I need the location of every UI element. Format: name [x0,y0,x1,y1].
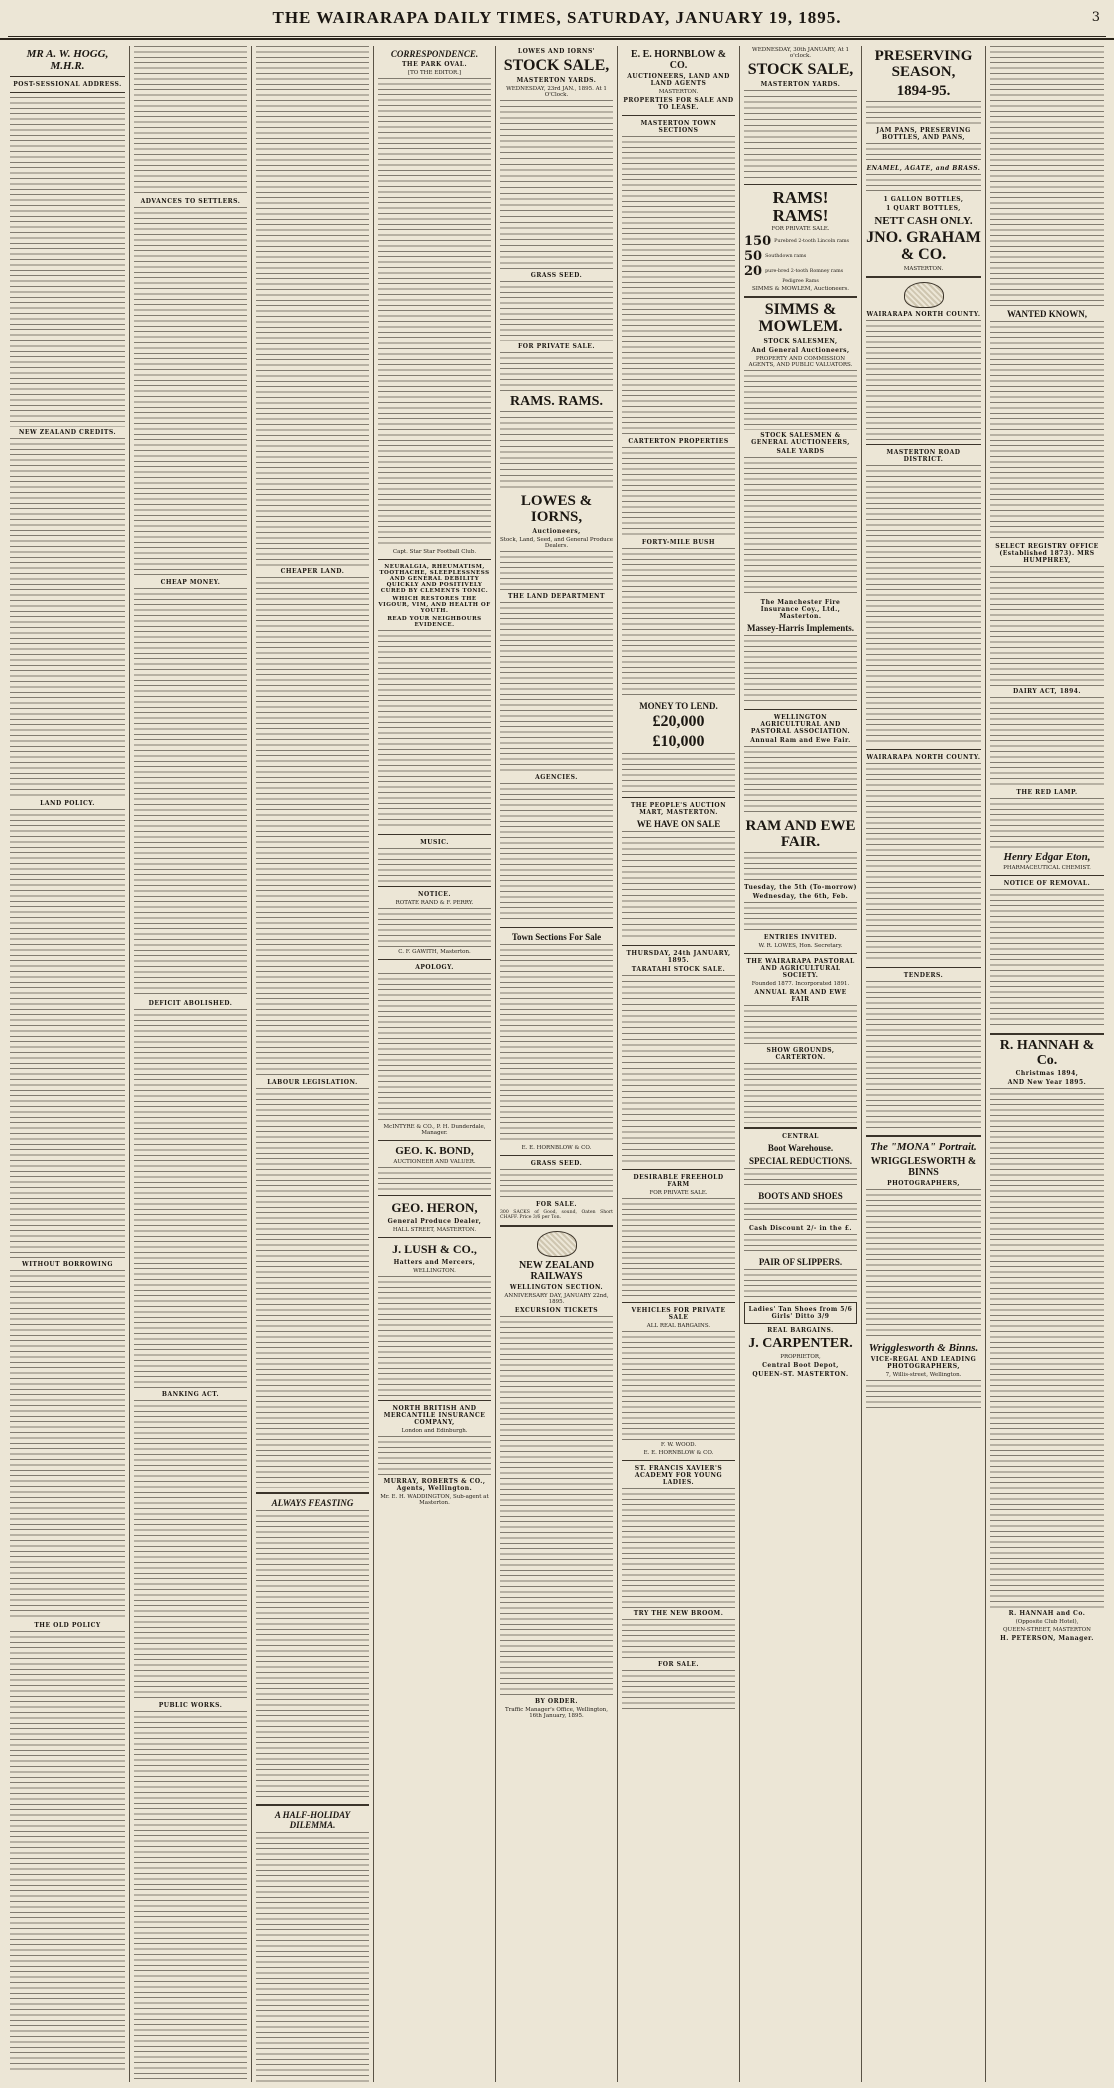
section-without-borrowing: WITHOUT BORROWING [22,1261,113,1269]
lowes-harris: LOWES AND IORNS' [517,48,596,55]
ad-body [866,1189,981,1339]
lowes-iorns-sub: Auctioneers, [532,527,581,535]
ad-body [622,753,735,793]
divider [378,1400,491,1401]
geo-heron-title: GEO. HERON, [391,1200,478,1215]
forty-mile-bush: FORTY-MILE BUSH [641,539,716,546]
ad-body [378,1276,491,1396]
stock-sale-loc: MASTERTON YARDS. [516,76,597,84]
article-body [134,46,247,196]
hornblow-title: E. E. HORNBLOW & CO. [630,49,727,71]
ad-body [500,602,613,772]
article-body [10,438,125,798]
divider [378,1195,491,1196]
rams-line-2 [744,249,857,264]
divider [866,749,981,750]
ad-body [622,975,735,1165]
signature: Capt. Star Star Football Club. [392,549,477,555]
article-body [10,97,125,427]
we-have-on-sale: WE HAVE ON SALE [636,818,721,829]
divider [256,1492,369,1494]
st-francis-academy: ST. FRANCIS XAVIER'S ACADEMY FOR YOUNG LADIES. [634,1464,723,1486]
ad-body [744,902,857,932]
select-registry: SELECT REGISTRY OFFICE (Established 1873). MRS HUMPHREY, [995,543,1099,564]
desirable-farm: DESIRABLE FREEHOLD FARM [633,1173,724,1188]
ad-body [744,852,857,882]
divider [990,1033,1104,1035]
henry-eton: Henry Edgar Eton, [1003,851,1091,863]
graham-loc: MASTERTON. [903,265,944,272]
ad-body [622,831,735,941]
lowes-iorns-sub2: Stock, Land, Seed, and General Produce Dealers. [500,536,613,549]
column-6 [618,46,740,2082]
photographers: PHOTOGRAPHERS, [887,1179,960,1187]
anniversary-day: ANNIVERSARY DAY, JANUARY 22nd, 1895. [504,1292,609,1305]
simms-sub3: PROPERTY AND COMMISSION AGENTS, AND PUBLIC VALUATORS. [748,355,853,368]
divider [744,1127,857,1129]
section-advances: ADVANCES TO SETTLERS. [140,198,241,205]
carpenter-sub: PROPRIETOR, [780,1354,821,1361]
divider [866,1135,981,1137]
notice-removal: NOTICE OF REMOVAL. [1003,880,1091,887]
vice-regal: VICE-REGAL AND LEADING PHOTOGRAPHERS, [870,1355,977,1370]
rams-private-sale: FOR PRIVATE SALE. [771,226,830,233]
hornblow-loc: MASTERTON. [658,89,699,95]
article-body [134,207,247,577]
wednesday-6th: Wednesday, the 6th, Feb. [752,893,849,901]
founded: Founded 1877. Incorporated 1891. [751,981,850,988]
rams-title: RAMS. RAMS. [510,393,603,409]
hannah-address: QUEEN-STREET, MASTERTON [1003,1627,1091,1634]
apology-signature: McINTYRE & CO., P. H. Dunderdale, Manager. [383,1124,486,1136]
waddington: Mr. E. H. WADDINGTON, Sub-agent at Masterton. [380,1494,489,1506]
hornblow-sub: AUCTIONEERS, LAND AND LAND AGENTS [627,73,730,87]
notice-signature: C. F. GAWITH, Masterton. [398,949,471,955]
nz-railways-title: NEW ZEALAND RAILWAYS [518,1259,595,1282]
column-3 [252,46,374,2082]
wanted-ads [990,321,1104,541]
ad-body [622,1619,735,1659]
clements-tonic-ad-sub: WHICH RESTORES THE VIGOUR, VIM, AND HEALTH OF YOUTH. [378,596,491,614]
article-body [256,46,369,566]
ad-body [866,143,981,163]
tuesday-5th: Tuesday, the 5th (To-morrow) [744,884,857,892]
clements-tonic-ad-title: NEURALGIA, RHEUMATISM, TOOTHACHE, SLEEPLESSNESS AND GENERAL DEBILITY QUICKLY AND POSITIVELY CURED BY CLEMENTS TONIC. [379,564,490,594]
ad-body [744,370,857,430]
town-sections: Town Sections For Sale [511,931,602,942]
section-land-policy: LAND POLICY. [40,800,95,808]
carpenter-loc: Central Boot Depot, [762,1362,839,1370]
rams-desc-1: Purebred 2-tooth Lincoln rams [774,239,850,245]
divider [500,927,613,928]
enamel-agate-brass: ENAMEL, AGATE, and BRASS. [866,165,981,173]
newspaper-title: THE WAIRARAPA DAILY TIMES, SATURDAY, JANUARY 19, 1895. [272,8,842,27]
notice-sub: ROTATE RAND & F. PERRY. [395,900,474,906]
properties-title: PROPERTIES FOR SALE AND TO LEASE. [623,97,734,111]
jlush-title: J. LUSH & CO., [392,1242,477,1256]
ad-body [378,1167,491,1191]
hannah-signature: R. HANNAH and Co. [1008,1610,1086,1618]
ad-body [744,1269,857,1299]
divider [256,1804,369,1806]
ad-body [744,1005,857,1045]
simms-sub2: And General Auctioneers, [751,346,850,354]
simms-sub: STOCK SALESMEN, [763,337,838,345]
geo-heron-loc: HALL STREET, MASTERTON. [392,1227,477,1233]
ad-body [990,1088,1104,1608]
for-sale: FOR SALE. [536,1200,577,1208]
geo-heron-sub: General Produce Dealer, [387,1218,482,1225]
boots-and-shoes: BOOTS AND SHOES [758,1191,843,1202]
coat-of-arms-icon [904,282,944,308]
wellington-agricultural: WELLINGTON AGRICULTURAL AND PASTORAL ASSOCIATION. [750,713,851,735]
carpenter-loc2: QUEEN-ST. MASTERTON. [752,1371,849,1379]
north-british-sub: London and Edinburgh. [401,1428,468,1434]
ladies-tan-shoes: Ladies' Tan Shoes from 5/6 Girls' Ditto 3/9 [744,1302,857,1324]
fw-wood: F. W. WOOD. [660,1441,697,1448]
ad-body [500,1169,613,1199]
all-real-bargains: ALL REAL BARGAINS. [646,1322,711,1329]
letter-body [378,78,491,548]
divider [622,797,735,798]
try-new-broom: TRY THE NEW BROOM. [633,1609,724,1617]
jlush-loc: WELLINGTON. [413,1268,456,1274]
geo-bond-title: GEO. K. BOND, [395,1145,474,1157]
ram-ewe-fair: RAM AND EWE FAIR. [745,817,856,850]
page-number: 3 [1091,10,1100,25]
to-editor: [TO THE EDITOR.] [407,70,462,76]
ad-body [500,551,613,591]
rams-count-50: 50 [744,249,763,265]
simms-auctioneers: SIMMS & MOWLEM, Auctioneers. [751,286,850,293]
christmas-1894: Christmas 1894, [1015,1070,1079,1078]
money-amount: £20,000 [652,713,705,730]
graham-title: JNO. GRAHAM & CO. [866,229,981,264]
always-feasting-title: ALWAYS FEASTING [271,1498,354,1508]
rams-line-3 [744,264,857,279]
entries-invited: ENTRIES INVITED. [763,934,838,942]
stock-sale-date: WEDNESDAY, 23rd JAN., 1895. At 1 O'Clock. [506,85,607,98]
ad-body [500,281,613,341]
cash-discount: Cash Discount 2/- in the £. [748,1225,853,1233]
correspondence-title: CORRESPONDENCE. [390,49,479,59]
ad-body [622,1488,735,1608]
listing-body [622,447,735,537]
new-year-1895: AND New Year 1895. [1007,1079,1087,1087]
divider [990,875,1104,876]
section-old-policy: THE OLD POLICY [34,1622,101,1630]
ad-body [990,697,1104,787]
traffic-office: Traffic Manager's Office, Wellington, 16th January, 1895. [505,1706,608,1719]
chaff-ad: 300 SACKS of Good, sound, Oaten Short CHAFF. Price 3/6 per Ton. [500,1209,613,1221]
henry-eton-sub: PHARMACEUTICAL CHEMIST. [1003,865,1091,871]
column-7 [740,46,862,2082]
carpenter-title: J. CARPENTER. [748,1336,853,1352]
grass-seed-2: GRASS SEED. [530,1159,583,1167]
ad-body [990,798,1104,848]
ad-body [500,944,613,1144]
rams-desc-2: Southdown rams [765,254,807,260]
grass-seed: GRASS SEED. [530,271,583,279]
masthead-rule [8,36,1106,37]
massey-harris: Massey-Harris Implements. [747,622,854,633]
masterton-town-sections: MASTERTON TOWN SECTIONS [640,120,717,134]
notice-body [866,320,981,440]
lowes-secretary: W. R. LOWES, Hon. Secretary. [758,943,843,950]
wairarapa-north-county-2: WAIRARAPA NORTH COUNTY. [866,753,981,761]
rams-count-20: 20 [744,264,763,280]
divider [622,945,735,946]
money-amount-2: £10,000 [652,732,705,750]
wairarapa-pastoral: THE WAIRARAPA PASTORAL AND AGRICULTURAL SOCIETY. [746,958,855,980]
divider [866,967,981,968]
ad-body [500,100,613,270]
north-british-title: NORTH BRITISH AND MERCANTILE INSURANCE COMPANY, [383,1405,486,1426]
vehicles-sale: VEHICLES FOR PRIVATE SALE [631,1306,726,1321]
wednesday-sale: WEDNESDAY, 30th JANUARY, At 1 o'clock. [752,47,849,59]
section-deficit: DEFICIT ABOLISHED. [148,1000,233,1007]
notice-body [866,465,981,745]
ad-body [500,783,613,923]
money-to-lend: MONEY TO LEND. [639,701,718,711]
thursday-sale: THURSDAY, 24th JANUARY, 1895. [626,949,731,964]
divider [378,886,491,887]
divider [622,1169,735,1170]
land-department: THE LAND DEPARTMENT [508,592,605,600]
geo-bond-sub: AUCTIONEER AND VALUER. [393,1159,476,1165]
wanted-ads [990,46,1104,306]
column-8 [862,46,986,2082]
show-grounds: SHOW GROUNDS, CARTERTON. [766,1047,835,1062]
divider [378,834,491,835]
wrigglesworth-title: WRIGGLESWORTH & BINNS [870,1155,977,1178]
simms-sub4: STOCK SALESMEN & GENERAL AUCTIONEERS, [751,431,850,446]
coat-of-arms-icon [537,1231,577,1257]
boot-warehouse: Boot Warehouse. [767,1143,834,1154]
music-title: MUSIC. [420,839,449,846]
by-order: BY ORDER. [535,1697,578,1705]
preserving-year: 1894-95. [896,82,951,99]
masterton-road-district: MASTERTON ROAD DISTRICT. [886,448,961,463]
dairy-act: DAIRY ACT, 1894. [1012,688,1082,695]
column-5 [496,46,618,2082]
sale-yards: SALE YARDS [776,447,825,455]
murray-roberts: MURRAY, ROBERTS & CO., Agents, Wellington. [383,1478,486,1492]
columns [6,46,1108,2082]
rams-desc-3: pure-bred 2-tooth Romney rams [765,269,844,275]
headline-hogg: MR A. W. HOGG, M.H.R. [26,48,109,72]
ad-body [744,1234,857,1254]
ad-body [990,889,1104,1029]
central-label: CENTRAL [782,1133,819,1141]
divider [500,1225,613,1227]
lowes-iorns-title: LOWES & IORNS, [520,493,593,526]
gallon-bottles: 1 GALLON BOTTLES, [883,196,964,204]
hannah-opposite: (Opposite Club Hotel), [1015,1619,1079,1626]
article-body [256,1510,369,1800]
ad-body [378,630,491,830]
section-cheaper-land: CHEAPER LAND. [280,568,345,575]
divider [378,1237,491,1238]
ad-body [378,848,491,882]
article-body [256,1088,369,1488]
divider [378,959,491,960]
apology-title: APOLOGY. [415,964,454,971]
rams-count-150: 150 [744,234,772,250]
article-body [256,577,369,1077]
ad-body [500,352,613,392]
divider [744,296,857,298]
masthead [0,0,1114,40]
rams-desc-4: Pedigree Rams [782,279,819,285]
peoples-auction-mart: THE PEOPLE'S AUCTION MART, MASTERTON. [630,801,727,816]
nett-cash: NETT CASH ONLY. [874,215,973,228]
notice-body [866,981,981,1131]
jlush-sub: Hatters and Mercers, [393,1259,476,1266]
article-body [10,1270,125,1620]
peterson-manager: H. PETERSON, Manager. [1000,1635,1094,1643]
ad-body [744,635,857,705]
simms-mowlem-title: SIMMS & MOWLEM. [758,301,843,336]
divider [10,92,125,93]
private-sale: FOR PRIVATE SALE. [518,342,595,350]
divider [866,444,981,445]
ad-body [378,1436,491,1476]
article-body [134,588,247,998]
ad-body [744,746,857,816]
stock-sale-title: STOCK SALE, [503,57,610,74]
column-2 [130,46,252,2082]
red-lamp: THE RED LAMP. [1016,789,1078,796]
section-banking: BANKING ACT. [161,1391,220,1398]
ad-body [378,973,491,1123]
stock-sale-title: STOCK SALE, [747,61,854,78]
hannah-title: R. HANNAH & Co. [999,1038,1095,1068]
ad-body [744,457,857,597]
ad-body [622,1198,735,1298]
rams-line-1 [744,234,857,249]
excursion-tickets: EXCURSION TICKETS [514,1306,599,1314]
quart-bottles: 1 QUART BOTTLES, [886,205,961,213]
nz-railways-sub: WELLINGTON SECTION. [509,1283,604,1291]
real-bargains: REAL BARGAINS. [767,1327,834,1335]
agencies: AGENCIES. [535,773,578,781]
article-body [10,1631,125,2071]
divider [378,1140,491,1141]
ad-body [866,174,981,194]
subhead-address: POST-SESSIONAL ADDRESS. [13,81,122,89]
divider [744,184,857,185]
ad-body [744,90,857,180]
section-nz-credits: NEW ZEALAND CREDITS. [18,429,117,437]
divider [866,276,981,278]
carterton-properties: CARTERTON PROPERTIES [628,438,729,445]
notice-title: NOTICE. [418,891,451,898]
wrigglesworth-italic: Wrigglesworth & Binns. [868,1341,979,1354]
column-4 [374,46,496,2082]
section-public-works: PUBLIC WORKS. [158,1702,223,1709]
ad-body [744,1063,857,1123]
annual-ram-2: ANNUAL RAM AND EWE FAIR [754,989,847,1004]
ad-body [500,411,613,491]
divider [744,953,857,954]
listing-body [622,136,735,436]
divider [744,709,857,710]
taratahi-sale: TARATAHI STOCK SALE. [631,965,726,973]
stock-sale-loc: MASTERTON YARDS. [760,80,841,88]
pair-of-slippers: PAIR OF SLIPPERS. [758,1257,843,1268]
rams-rams: RAMS! RAMS! [772,187,829,225]
special-reductions: SPECIAL REDUCTIONS. [748,1156,853,1167]
tenders-title: TENDERS. [903,971,944,979]
article-body [256,1832,369,2082]
listing-body [622,548,735,698]
ad-body [744,1203,857,1223]
ad-body [866,1380,981,1410]
article-body [134,1711,247,2082]
divider [622,1302,735,1303]
mona-portrait: The "MONA" Portrait. [870,1140,977,1153]
divider [378,559,491,560]
ad-body [622,1331,735,1441]
wairarapa-north-county: WAIRARAPA NORTH COUNTY. [866,310,981,318]
annual-ram-fair: Annual Ram and Ewe Fair. [750,736,851,744]
divider [500,1155,613,1156]
wanted-known: WANTED KNOWN, [1006,309,1087,319]
park-oval-title: THE PARK OVAL. [401,61,468,68]
ad-body [866,101,981,125]
divider [10,76,125,77]
preserving-title: PRESERVING SEASON, [874,48,973,80]
for-sale-bottom: FOR SALE. [658,1660,699,1668]
for-private-sale: FOR PRIVATE SALE. [649,1189,708,1196]
timetable [500,1316,613,1696]
clements-tonic-read: READ YOUR NEIGHBOURS EVIDENCE. [387,616,482,628]
hornblow-sign-2: E. E. HORNBLOW & CO. [643,1449,714,1456]
ad-body [744,1168,857,1188]
article-body [10,809,125,1259]
willis-street: 7, Willis-street, Wellington. [885,1371,962,1378]
ad-body [990,566,1104,686]
hornblow-signature: E. E. HORNBLOW & CO. [521,1144,592,1151]
article-body [134,1400,247,1700]
section-cheap-money: CHEAP MONEY. [160,579,221,586]
column-9 [986,46,1108,2082]
ad-body [378,908,491,948]
column-1 [6,46,130,2082]
jam-pans: JAM PANS, PRESERVING BOTTLES, AND PANS, [876,127,971,142]
article-body [134,1009,247,1389]
section-labour: LABOUR LEGISLATION. [267,1079,358,1086]
ad-body [622,1670,735,1710]
half-holiday-title: A HALF-HOLIDAY DILEMMA. [274,1810,351,1830]
divider [622,1460,735,1461]
notice-body [866,763,981,963]
manchester-insurance: The Manchester Fire Insurance Coy., Ltd., Masterton. [760,598,841,620]
divider [622,115,735,116]
